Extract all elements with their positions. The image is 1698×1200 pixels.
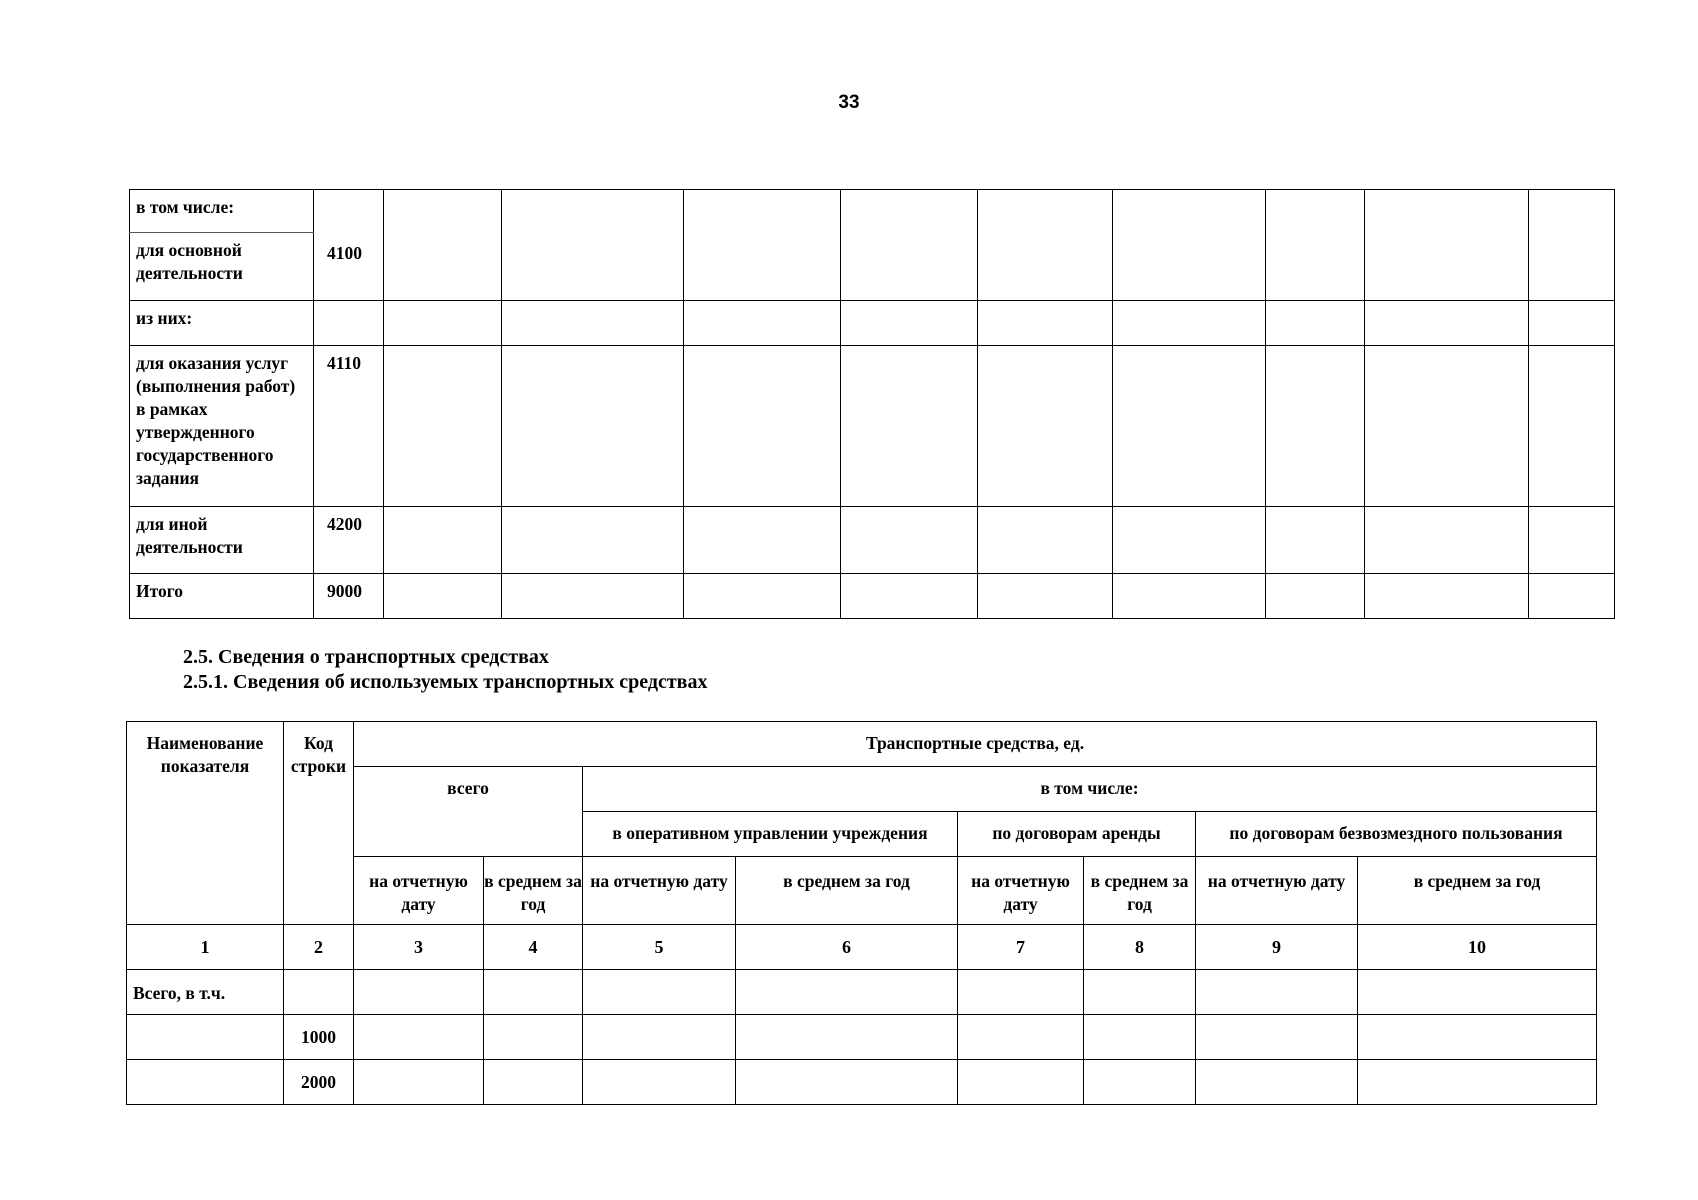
table-row [127,1060,1597,1105]
table-cell [841,507,978,574]
table-cell [384,574,502,619]
table-cell [684,507,841,574]
table-cell [841,301,978,346]
table-cell [684,574,841,619]
table-row [130,346,1615,507]
column-number: 6 [736,925,958,970]
table-cell [1113,346,1266,507]
table-cell [978,507,1113,574]
row-name [127,1015,284,1060]
table-row [130,190,1615,233]
table-cell [978,346,1113,507]
table-cell [1365,190,1529,301]
row-code: 4110 [314,346,384,507]
row-name: в том числе: [130,190,314,233]
table-cell [1266,190,1365,301]
column-number: 10 [1358,925,1597,970]
table-cell [1365,507,1529,574]
column-number: 2 [284,925,354,970]
column-number: 4 [484,925,583,970]
row-name [127,1060,284,1105]
table-cell [354,1015,484,1060]
table-cell [502,190,684,301]
table-row [127,1015,1597,1060]
table-cell [484,1060,583,1105]
table-cell [1196,1060,1358,1105]
header-at-reporting-date: на отчетную дату [583,857,736,925]
section-heading-2-5: 2.5. Сведения о транспортных средствах [183,646,549,668]
header-vehicles: Транспортные средства, ед. [354,722,1597,767]
table-row [130,507,1615,574]
page-number: 33 [838,92,860,113]
table-cell [354,970,484,1015]
table-cell [958,1015,1084,1060]
table-header-row [127,722,1597,767]
table-cell [484,970,583,1015]
header-at-reporting-date: на отчетную дату [958,857,1084,925]
table-cell [736,1015,958,1060]
header-operational-management: в оперативном управлении учреждения [583,812,958,857]
row-name: для оказания услуг (выполнения работ) в рамках утвержденного государственного задания [130,346,314,507]
table-cell [1529,574,1615,619]
table-assets-continuation [129,189,1615,619]
header-at-reporting-date: на отчетную дату [354,857,484,925]
table-cell [978,574,1113,619]
header-annual-average: в среднем за год [736,857,958,925]
table-cell [1266,301,1365,346]
section-heading-2-5-1: 2.5.1. Сведения об используемых транспортных средствах [183,671,708,693]
table-cell [1113,574,1266,619]
table-cell [583,1060,736,1105]
table-cell [384,190,502,301]
table-cell [684,346,841,507]
row-code [284,970,354,1015]
table-cell [1529,346,1615,507]
header-row-code: Код строки [284,722,354,925]
header-at-reporting-date: на отчетную дату [1196,857,1358,925]
table-cell [583,970,736,1015]
table-cell [841,346,978,507]
header-indicator-name: Наименование показателя [127,722,284,925]
table-cell [1365,574,1529,619]
column-number: 7 [958,925,1084,970]
table-cell [1266,507,1365,574]
table-cell [502,301,684,346]
table-cell [1266,574,1365,619]
table-cell [841,190,978,301]
table-row [130,574,1615,619]
column-number-row [127,925,1597,970]
table-cell [1529,190,1615,301]
column-number: 5 [583,925,736,970]
table-cell [502,574,684,619]
row-code [314,301,384,346]
row-code: 2000 [284,1060,354,1105]
table-cell [1358,970,1597,1015]
table-cell [1113,507,1266,574]
row-code: 4100 [314,190,384,301]
header-including: в том числе: [583,767,1597,812]
row-name: для основной деятельности [130,233,314,301]
row-name: для иной деятельности [130,507,314,574]
table-cell [1266,346,1365,507]
header-free-use: по договорам безвозмездного пользования [1196,812,1597,857]
table-row [130,301,1615,346]
header-annual-average: в среднем за год [1084,857,1196,925]
table-cell [1529,507,1615,574]
table-cell [1084,970,1196,1015]
table-cell [978,301,1113,346]
column-number: 1 [127,925,284,970]
header-annual-average: в среднем за год [1358,857,1597,925]
header-lease: по договорам аренды [958,812,1196,857]
header-annual-average: в среднем за год [484,857,583,925]
table-cell [384,507,502,574]
table-cell [1529,301,1615,346]
row-code: 1000 [284,1015,354,1060]
column-number: 9 [1196,925,1358,970]
row-name: Всего, в т.ч. [127,970,284,1015]
table-cell [736,970,958,1015]
row-name: Итого [130,574,314,619]
table-cell [583,1015,736,1060]
table-cell [841,574,978,619]
row-name: из них: [130,301,314,346]
table-vehicles [126,721,1597,1105]
table-cell [1358,1015,1597,1060]
table-cell [684,190,841,301]
table-cell [978,190,1113,301]
table-cell [384,346,502,507]
table-cell [384,301,502,346]
table-cell [1084,1060,1196,1105]
table-cell [1084,1015,1196,1060]
row-code: 9000 [314,574,384,619]
table-cell [354,1060,484,1105]
table-cell [958,1060,1084,1105]
table-cell [1365,301,1529,346]
column-number: 3 [354,925,484,970]
table-cell [1196,970,1358,1015]
table-cell [502,346,684,507]
table-cell [1365,346,1529,507]
table-cell [736,1060,958,1105]
table-cell [958,970,1084,1015]
table-cell [1113,190,1266,301]
table-cell [1358,1060,1597,1105]
table-cell [502,507,684,574]
table-row [127,970,1597,1015]
row-code: 4200 [314,507,384,574]
header-total: всего [354,767,583,857]
column-number: 8 [1084,925,1196,970]
table-cell [484,1015,583,1060]
table-cell [684,301,841,346]
table-cell [1113,301,1266,346]
table-cell [1196,1015,1358,1060]
